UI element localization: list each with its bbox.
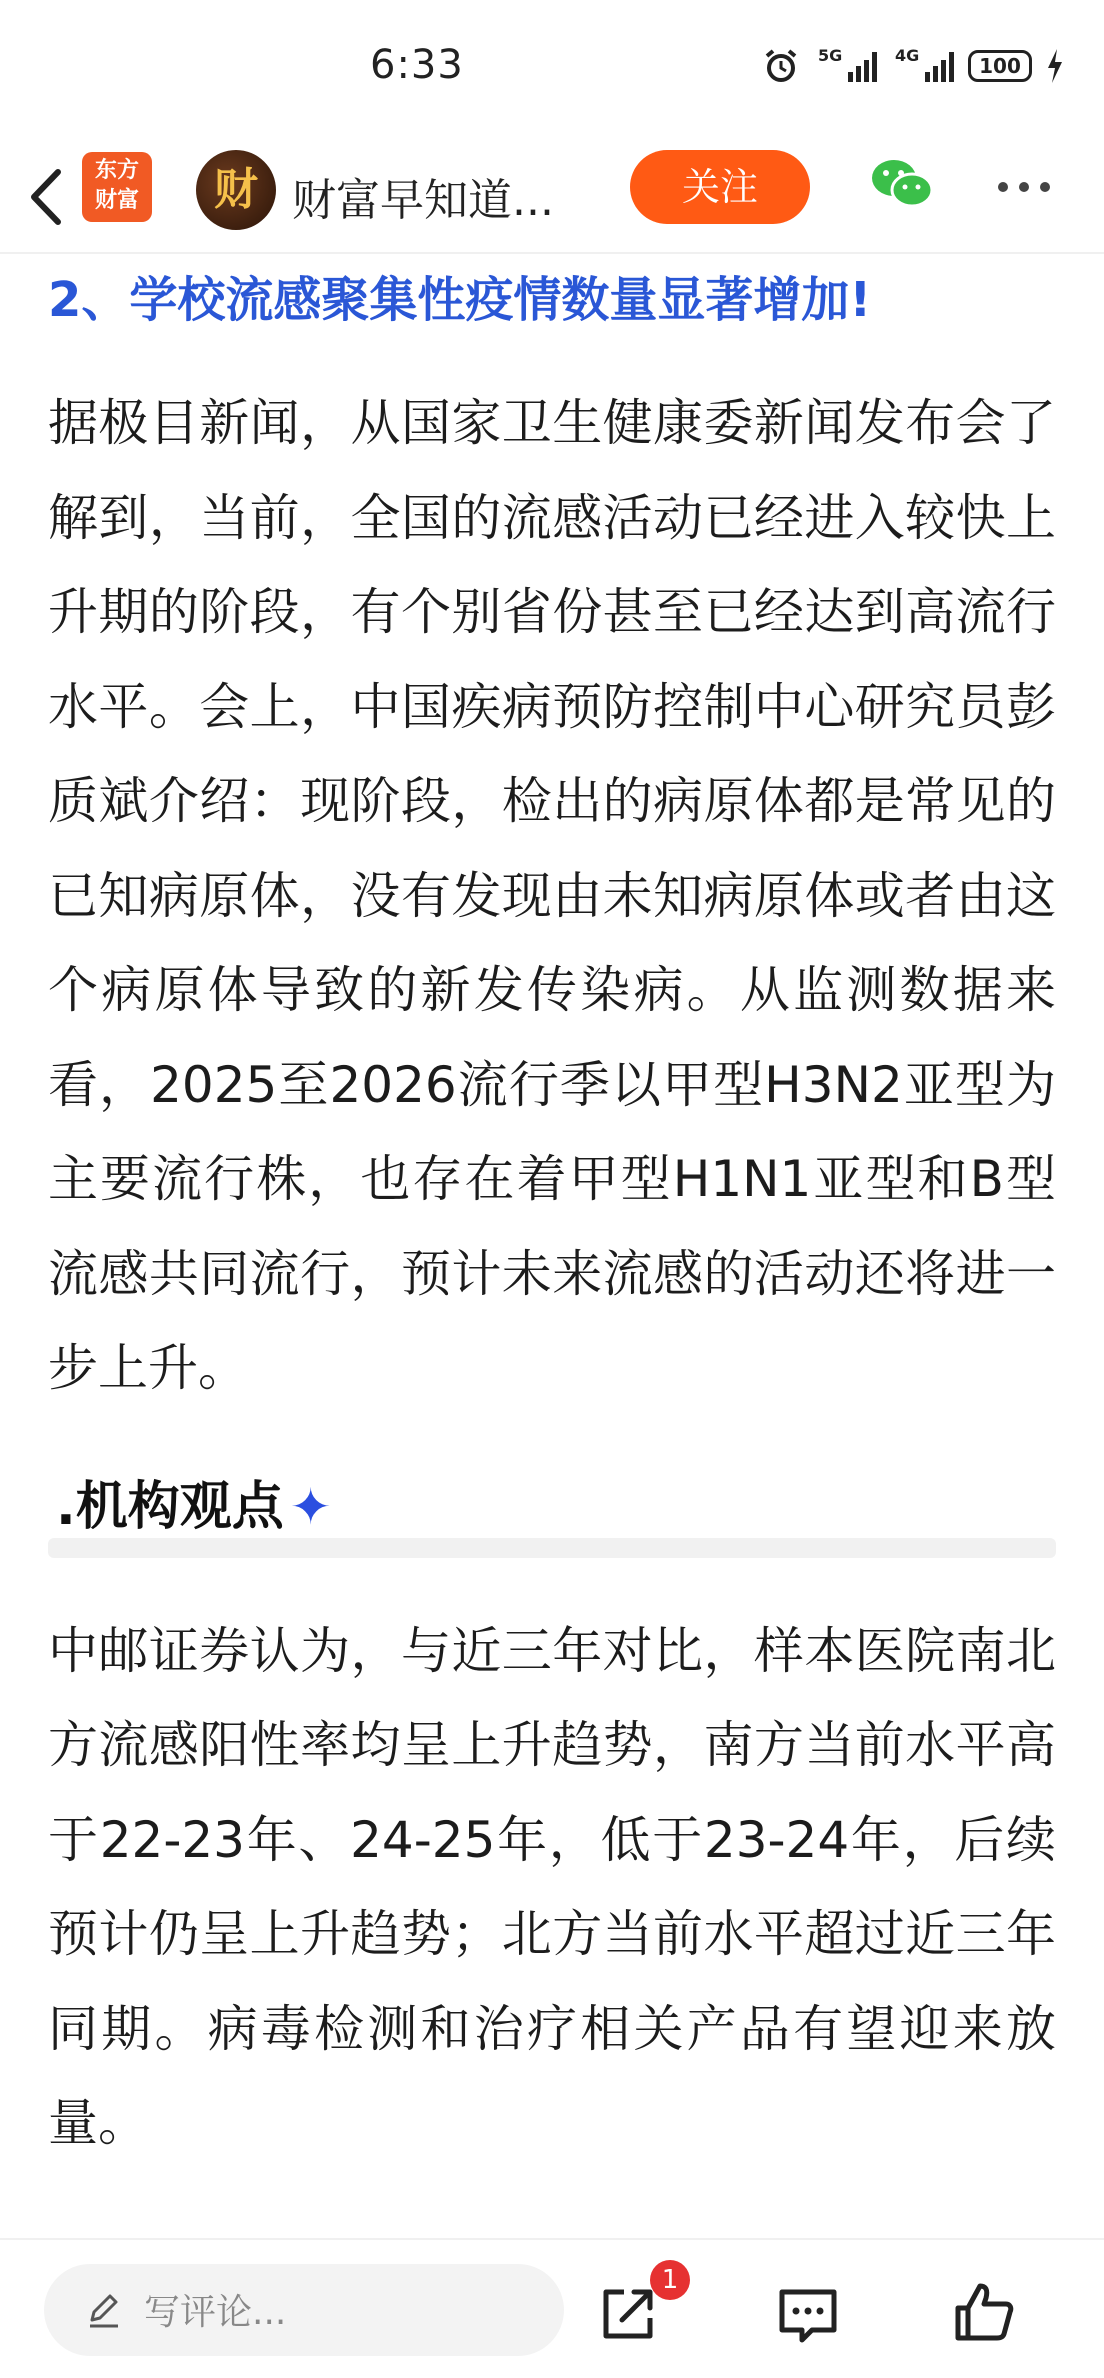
- article-header: [0, 140, 1104, 254]
- section-title-text: .机构观点: [56, 1476, 284, 1537]
- battery-indicator: 100: [968, 50, 1032, 82]
- comment-icon[interactable]: [776, 2286, 840, 2346]
- bottom-action-bar: [0, 2238, 1104, 2378]
- signal-5g-icon: 5G: [848, 50, 877, 82]
- wechat-share-icon[interactable]: [870, 156, 934, 212]
- more-options-icon[interactable]: [996, 180, 1052, 194]
- article-paragraph: 据极目新闻，从国家卫生健康委新闻发布会了解到，当前，全国的流感活动已经进入较快上升期的阶段，有个别省份甚至已经达到高流行水平。会上，中国疾病预防控制中心研究员彭质斌介绍：现阶段，检出的病原体都是常见的已知病原体，没有发现由未知病原体或者由这个病原体导致的新发传染病。从监测数据来看，2025至2026流行季以甲型H3N2亚型为主要流行株，也存在着甲型H1N1亚型和B型流感共同流行，预计未来流感的活动还将进一步上升。: [48, 394, 1056, 1397]
- comment-input[interactable]: [44, 2264, 564, 2356]
- back-arrow-icon[interactable]: [22, 162, 72, 232]
- section-underline: [48, 1538, 1056, 1558]
- thumbs-up-icon[interactable]: [952, 2280, 1016, 2344]
- signal-4g-icon: 4G: [925, 50, 954, 82]
- account-name[interactable]: 财富早知道...: [292, 175, 554, 226]
- article-subheading: 2、学校流感聚集性疫情数量显著增加!: [48, 272, 872, 328]
- follow-button[interactable]: 关注: [630, 150, 810, 224]
- status-time: 6:33: [370, 42, 464, 88]
- status-bar: [0, 0, 1104, 130]
- sparkle-icon: ✦: [289, 1477, 332, 1536]
- comment-placeholder: 写评论...: [144, 2292, 287, 2333]
- article-body: [48, 252, 1056, 2171]
- article-paragraph: 中邮证券认为，与近三年对比，样本医院南北方流感阳性率均呈上升趋势，南方当前水平高于22-23年、24-25年，低于23-24年，后续预计仍呈上升趋势；北方当前水平超过近三年同期。病毒检测和治疗相关产品有望迎来放量。: [48, 1621, 1056, 2152]
- charging-icon: [1046, 49, 1064, 83]
- avatar[interactable]: 财: [196, 150, 276, 230]
- share-count-badge: 1: [650, 2260, 690, 2300]
- section-heading: [48, 1454, 1056, 1554]
- status-icons: [762, 46, 1064, 86]
- pencil-icon: [84, 2290, 124, 2330]
- app-logo[interactable]: 东方 财富: [82, 152, 152, 222]
- alarm-icon: [762, 47, 800, 85]
- share-icon[interactable]: [596, 2282, 660, 2346]
